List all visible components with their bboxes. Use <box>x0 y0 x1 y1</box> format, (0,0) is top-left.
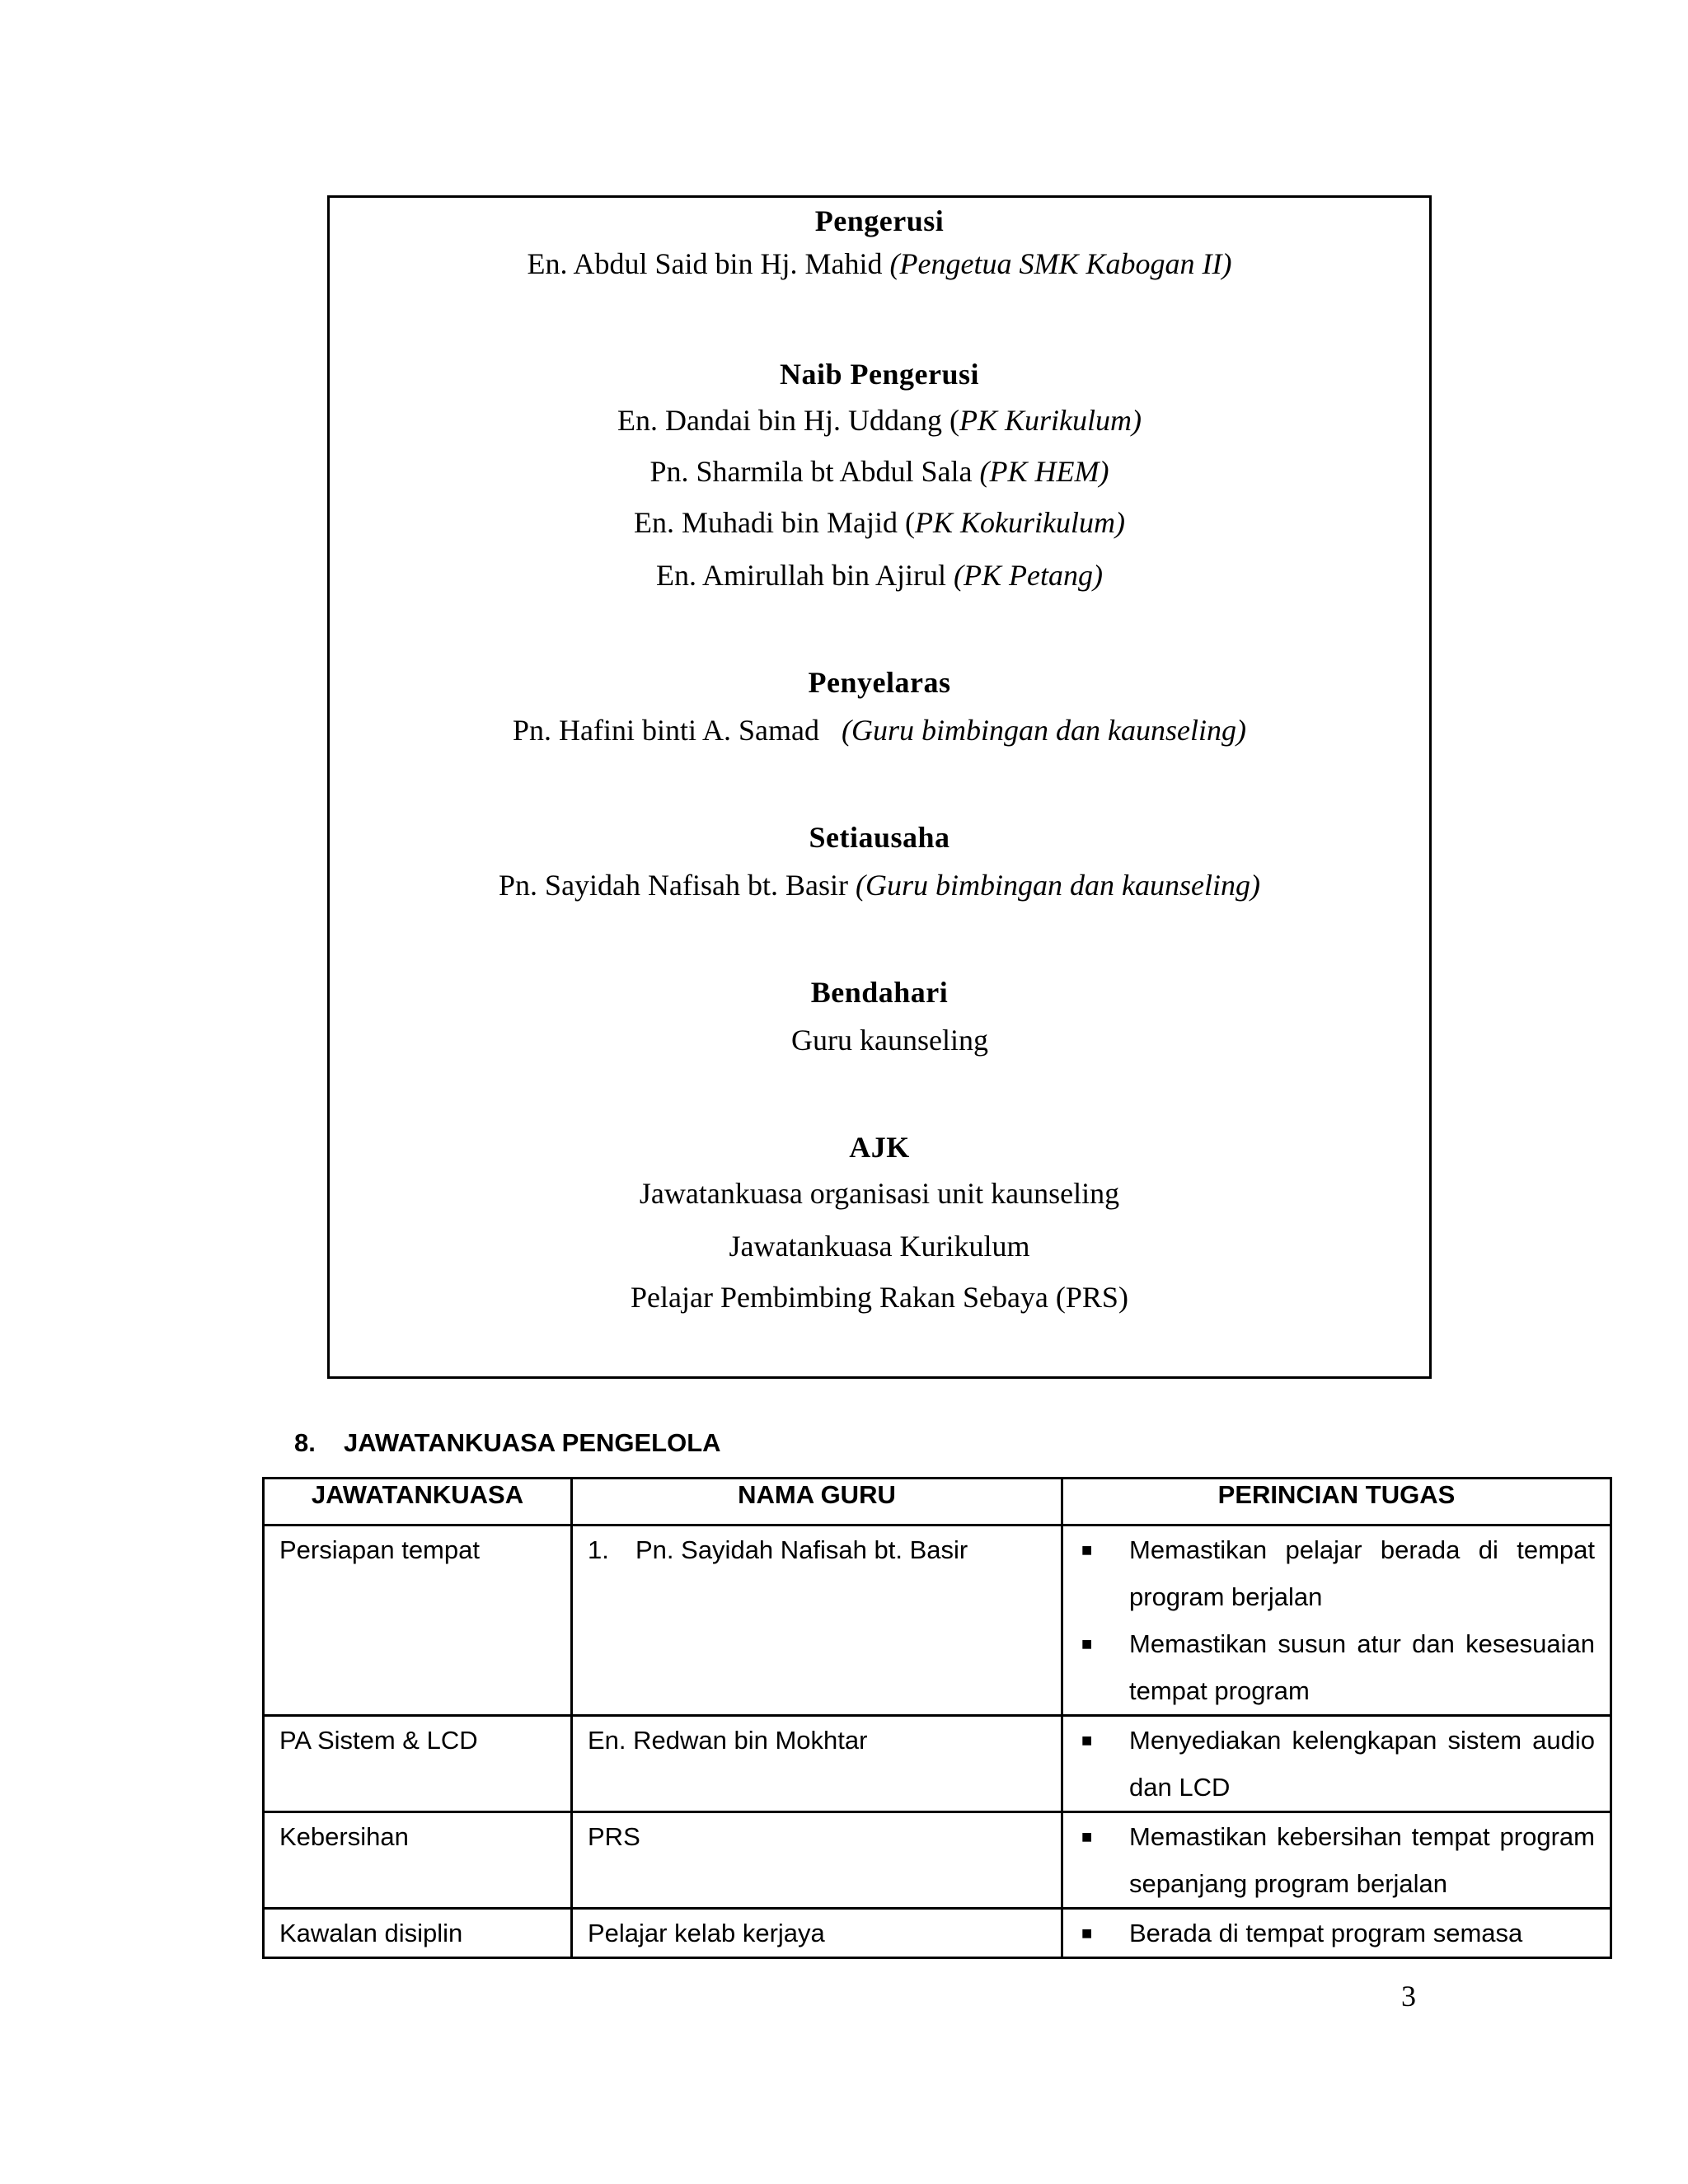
pengerusi-heading: Pengerusi <box>814 204 945 237</box>
square-bullet-icon: ■ <box>1081 1540 1093 1560</box>
bendahari-entry: Guru kaunseling <box>791 1024 988 1057</box>
naib-name: Pn. Sharmila bt Abdul Sala <box>649 455 973 488</box>
naib-pengerusi-heading: Naib Pengerusi <box>779 358 979 391</box>
naib-name: En. Muhadi bin Majid ( <box>634 506 915 539</box>
naib-role: (PK Petang) <box>954 559 1103 592</box>
ajk-entry: Jawatankuasa organisasi unit kaunseling <box>639 1177 1120 1210</box>
task-item <box>1078 1717 1595 1811</box>
naib-role: PK Kurikulum) <box>959 404 1142 437</box>
naib-entry <box>330 453 1429 490</box>
committee-cell: Persiapan tempat <box>264 1526 572 1716</box>
naib-role: PK Kokurikulum) <box>914 506 1125 539</box>
task-item <box>1078 1910 1595 1957</box>
task-text: Memastikan kebersihan tempat program sepanjang program berjalan <box>1129 1822 1595 1898</box>
pengerusi-entry <box>330 246 1429 282</box>
penyelaras-heading: Penyelaras <box>808 666 951 699</box>
task-item <box>1078 1620 1595 1714</box>
naib-name: En. Dandai bin Hj. Uddang ( <box>617 404 959 437</box>
square-bullet-icon: ■ <box>1081 1826 1093 1847</box>
tasks-cell <box>1062 1716 1611 1812</box>
committee-cell: PA Sistem & LCD <box>264 1716 572 1812</box>
teacher-name: Pn. Sayidah Nafisah bt. Basir <box>635 1535 968 1564</box>
tasks-cell <box>1062 1812 1611 1909</box>
tasks-cell <box>1062 1526 1611 1716</box>
list-number: 1. <box>588 1535 609 1564</box>
task-text: Menyediakan kelengkapan sistem audio dan LCD <box>1129 1726 1595 1802</box>
table-row <box>264 1812 1611 1909</box>
pengerusi-role: (Pengetua SMK Kabogan II) <box>889 247 1232 280</box>
setiausaha-role: (Guru bimbingan dan kaunseling) <box>855 869 1260 902</box>
naib-entry <box>330 402 1429 438</box>
table-header-row <box>264 1479 1611 1526</box>
ajk-entry: Pelajar Pembimbing Rakan Sebaya (PRS) <box>631 1281 1128 1314</box>
committee-cell: Kawalan disiplin <box>264 1909 572 1958</box>
bendahari-heading: Bendahari <box>810 976 949 1009</box>
section-title: JAWATANKUASA PENGELOLA <box>344 1428 721 1457</box>
teacher-cell: En. Redwan bin Mokhtar <box>572 1716 1062 1812</box>
setiausaha-name: Pn. Sayidah Nafisah bt. Basir <box>499 869 848 902</box>
square-bullet-icon: ■ <box>1081 1633 1093 1654</box>
pengerusi-name: En. Abdul Said bin Hj. Mahid <box>527 247 883 280</box>
ajk-heading: AJK <box>849 1131 910 1164</box>
column-header: NAMA GURU <box>572 1479 1062 1526</box>
ajk-entry: Jawatankuasa Kurikulum <box>729 1230 1030 1263</box>
organization-chart-box <box>327 195 1432 1379</box>
task-text: Berada di tempat program semasa <box>1129 1919 1523 1947</box>
task-text: Memastikan susun atur dan kesesuaian tempat program <box>1129 1629 1595 1705</box>
naib-entry <box>330 504 1429 541</box>
square-bullet-icon: ■ <box>1081 1730 1093 1750</box>
task-item <box>1078 1813 1595 1907</box>
table-row <box>264 1909 1611 1958</box>
teacher-cell: PRS <box>572 1812 1062 1909</box>
setiausaha-entry <box>330 867 1429 903</box>
committee-table <box>262 1477 1612 1959</box>
section-heading <box>294 1427 721 1460</box>
penyelaras-entry <box>330 712 1429 748</box>
naib-name: En. Amirullah bin Ajirul <box>656 559 947 592</box>
column-header: PERINCIAN TUGAS <box>1062 1479 1611 1526</box>
square-bullet-icon: ■ <box>1081 1923 1093 1943</box>
naib-entry <box>330 557 1429 593</box>
task-item <box>1078 1526 1595 1620</box>
section-number: 8. <box>294 1428 316 1457</box>
table-row <box>264 1526 1611 1716</box>
column-header: JAWATANKUASA <box>264 1479 572 1526</box>
penyelaras-name: Pn. Hafini binti A. Samad <box>513 714 820 747</box>
penyelaras-role: (Guru bimbingan dan kaunseling) <box>842 714 1246 747</box>
table-row <box>264 1716 1611 1812</box>
teacher-cell <box>572 1526 1062 1716</box>
teacher-cell: Pelajar kelab kerjaya <box>572 1909 1062 1958</box>
setiausaha-heading: Setiausaha <box>809 821 950 854</box>
task-text: Memastikan pelajar berada di tempat program berjalan <box>1129 1535 1595 1611</box>
page-number: 3 <box>1401 1980 1416 2013</box>
committee-cell: Kebersihan <box>264 1812 572 1909</box>
tasks-cell <box>1062 1909 1611 1958</box>
naib-role: (PK HEM) <box>979 455 1109 488</box>
